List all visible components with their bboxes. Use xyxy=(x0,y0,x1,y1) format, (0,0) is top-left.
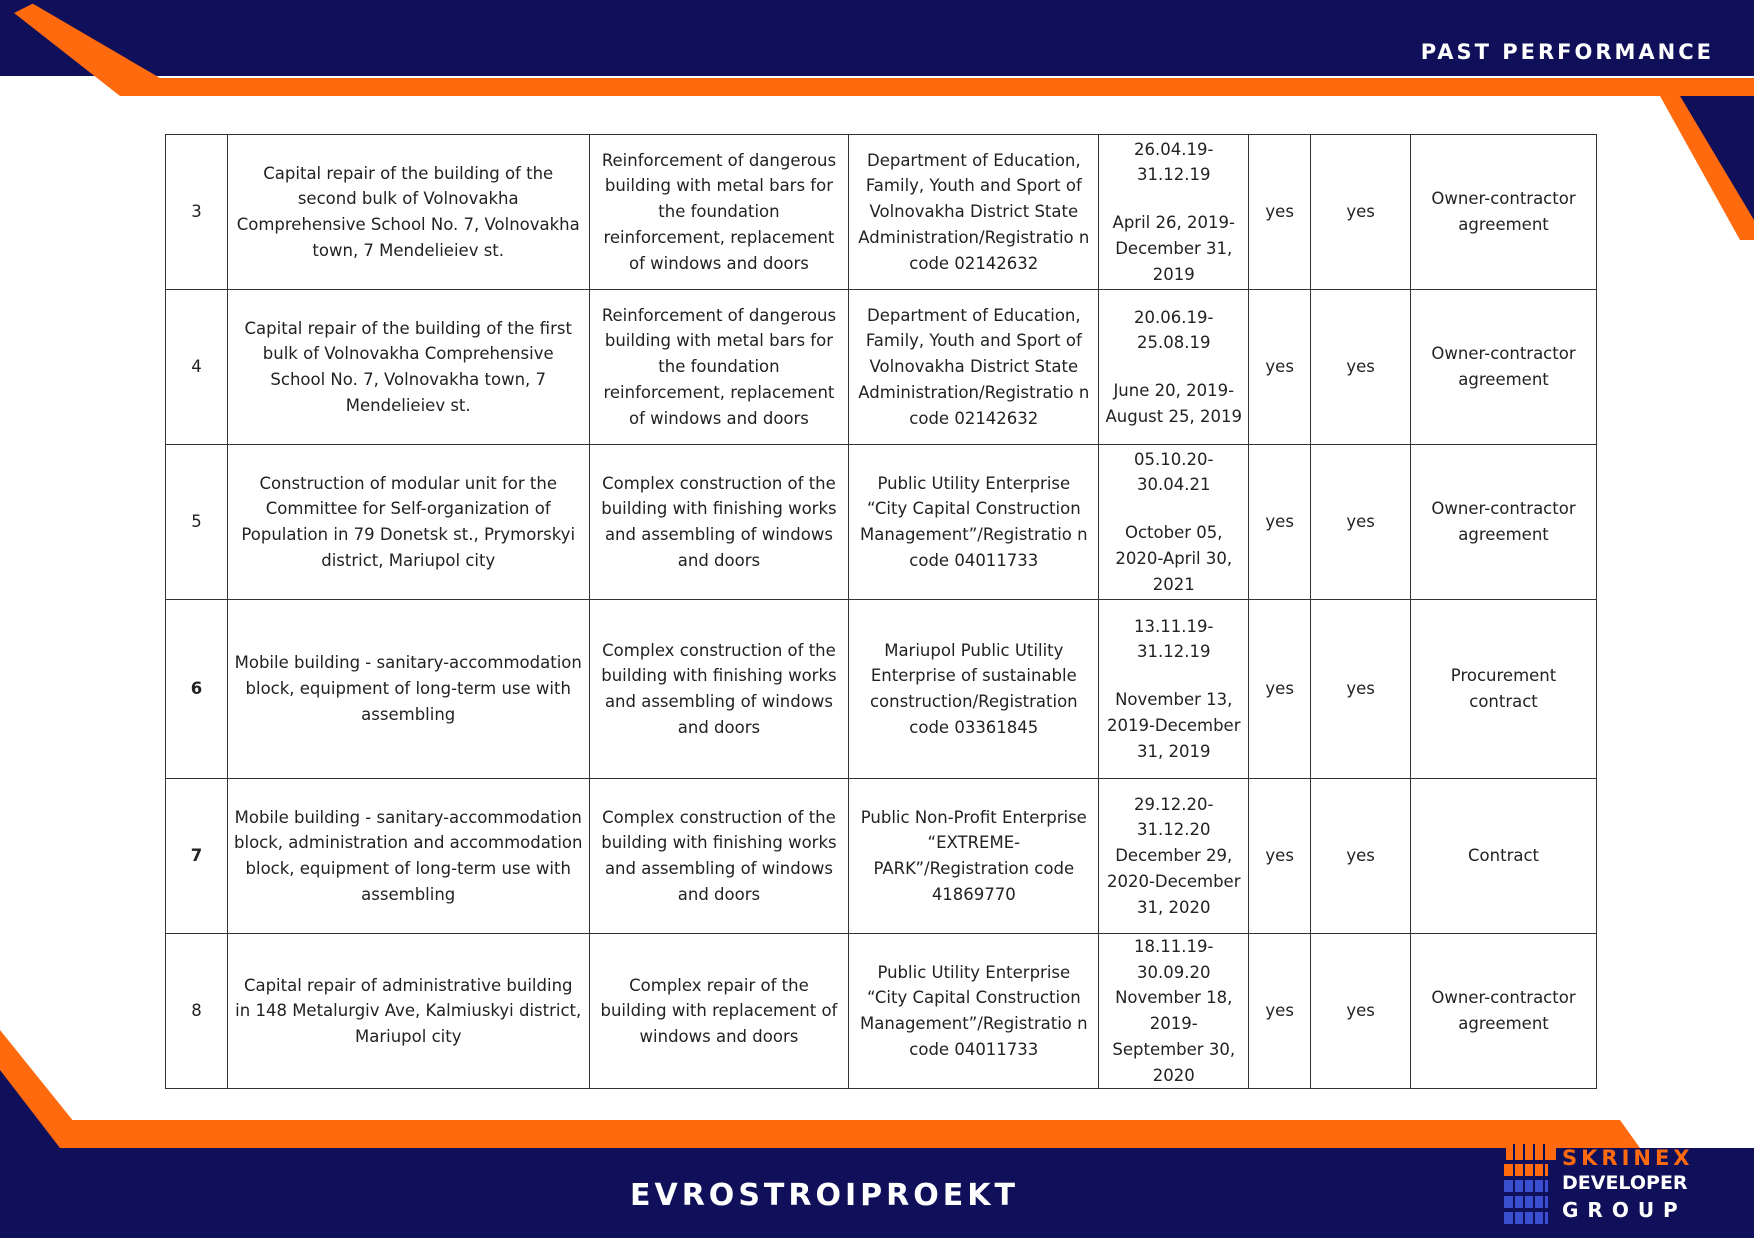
object-cell: Mobile building - sanitary-accommodation block, administration and accommodation block, equipment of long-term use with assembling xyxy=(227,779,589,934)
table-row xyxy=(166,135,1597,290)
col-b-cell: yes xyxy=(1311,290,1411,445)
customer-cell: Public Non-Profit Enterprise “EXTREME-PARK”/Registration code 41869770 xyxy=(849,779,1099,934)
row-number: 5 xyxy=(166,445,228,600)
period-long: November 13, 2019-December 31, 2019 xyxy=(1106,690,1241,761)
period-cell xyxy=(1099,290,1249,445)
col-b-cell: yes xyxy=(1311,135,1411,290)
row-number: 7 xyxy=(166,779,228,934)
contract-cell: Owner-contractor agreement xyxy=(1411,135,1597,290)
period-cell xyxy=(1099,779,1249,934)
period-short: 26.04.19-31.12.19 xyxy=(1134,139,1214,185)
table-row xyxy=(166,445,1597,600)
company-name: EVROSTROIPROEKT xyxy=(630,1178,1019,1213)
object-cell: Capital repair of the building of the second bulk of Volnovakha Comprehensive School No. 7, Volnovakha town, 7 Mendelieiev st. xyxy=(227,135,589,290)
table-row xyxy=(166,779,1597,934)
object-cell: Capital repair of administrative building in 148 Metalurgiv Ave, Kalmiuskyi district, Mariupol city xyxy=(227,934,589,1089)
period-cell xyxy=(1099,445,1249,600)
works-cell: Complex construction of the building with finishing works and assembling of windows and doors xyxy=(589,445,849,600)
col-a-cell: yes xyxy=(1249,135,1311,290)
col-a-cell: yes xyxy=(1249,779,1311,934)
period-long: December 29, 2020-December 31, 2020 xyxy=(1106,846,1241,917)
col-a-cell: yes xyxy=(1249,290,1311,445)
customer-cell: Department of Education, Family, Youth and Sport of Volnovakha District State Administration/Registratio n code 02142632 xyxy=(849,290,1099,445)
col-a-cell: yes xyxy=(1249,934,1311,1089)
period-short: 29.12.20-31.12.20 xyxy=(1134,794,1214,840)
contract-cell: Owner-contractor agreement xyxy=(1411,290,1597,445)
building-logo-icon xyxy=(1500,1144,1556,1228)
row-number: 4 xyxy=(166,290,228,445)
logo-line-3: GROUP xyxy=(1562,1198,1687,1222)
col-a-cell: yes xyxy=(1249,600,1311,779)
period-cell xyxy=(1099,934,1249,1089)
period-short: 20.06.19-25.08.19 xyxy=(1134,307,1214,353)
col-b-cell: yes xyxy=(1311,600,1411,779)
customer-cell: Public Utility Enterprise “City Capital Construction Management”/Registratio n code 04011733 xyxy=(849,445,1099,600)
contract-cell: Procurement contract xyxy=(1411,600,1597,779)
logo-line-2: DEVELOPER xyxy=(1562,1172,1688,1194)
works-cell: Complex repair of the building with replacement of windows and doors xyxy=(589,934,849,1089)
col-b-cell: yes xyxy=(1311,445,1411,600)
row-number: 8 xyxy=(166,934,228,1089)
table-row xyxy=(166,290,1597,445)
col-b-cell: yes xyxy=(1311,779,1411,934)
customer-cell: Public Utility Enterprise “City Capital Construction Management”/Registratio n code 04011733 xyxy=(849,934,1099,1089)
table-row xyxy=(166,934,1597,1089)
period-long: June 20, 2019-August 25, 2019 xyxy=(1105,381,1242,426)
customer-cell: Department of Education, Family, Youth and Sport of Volnovakha District State Administration/Registratio n code 02142632 xyxy=(849,135,1099,290)
object-cell: Capital repair of the building of the first bulk of Volnovakha Comprehensive School No. 7, Volnovakha town, 7 Mendelieiev st. xyxy=(227,290,589,445)
works-cell: Complex construction of the building with finishing works and assembling of windows and doors xyxy=(589,600,849,779)
object-cell: Construction of modular unit for the Committee for Self-organization of Population in 79 Donetsk st., Prymorskyi district, Mariupol city xyxy=(227,445,589,600)
contract-cell: Owner-contractor agreement xyxy=(1411,445,1597,600)
page-heading: PAST PERFORMANCE xyxy=(1420,40,1714,64)
table-row xyxy=(166,600,1597,779)
skrinex-logo xyxy=(1500,1144,1720,1228)
period-long: October 05, 2020-April 30, 2021 xyxy=(1115,523,1233,594)
period-long: November 18, 2019-September 30, 2020 xyxy=(1112,988,1236,1085)
object-cell: Mobile building - sanitary-accommodation block, equipment of long-term use with assembling xyxy=(227,600,589,779)
period-long: April 26, 2019-December 31, 2019 xyxy=(1112,213,1235,284)
works-cell: Reinforcement of dangerous building with metal bars for the foundation reinforcement, replacement of windows and doors xyxy=(589,135,849,290)
period-short: 13.11.19-31.12.19 xyxy=(1134,616,1214,662)
col-b-cell: yes xyxy=(1311,934,1411,1089)
period-short: 05.10.20-30.04.21 xyxy=(1134,449,1214,495)
period-cell xyxy=(1099,135,1249,290)
works-cell: Reinforcement of dangerous building with metal bars for the foundation reinforcement, replacement of windows and doors xyxy=(589,290,849,445)
customer-cell: Mariupol Public Utility Enterprise of sustainable construction/Registration code 03361845 xyxy=(849,600,1099,779)
row-number: 6 xyxy=(166,600,228,779)
contract-cell: Contract xyxy=(1411,779,1597,934)
works-cell: Complex construction of the building with finishing works and assembling of windows and doors xyxy=(589,779,849,934)
period-short: 18.11.19-30.09.20 xyxy=(1134,937,1214,982)
period-cell xyxy=(1099,600,1249,779)
row-number: 3 xyxy=(166,135,228,290)
col-a-cell: yes xyxy=(1249,445,1311,600)
contract-cell: Owner-contractor agreement xyxy=(1411,934,1597,1089)
logo-line-1: SKRINEX xyxy=(1562,1146,1694,1170)
past-performance-table xyxy=(165,134,1597,1089)
